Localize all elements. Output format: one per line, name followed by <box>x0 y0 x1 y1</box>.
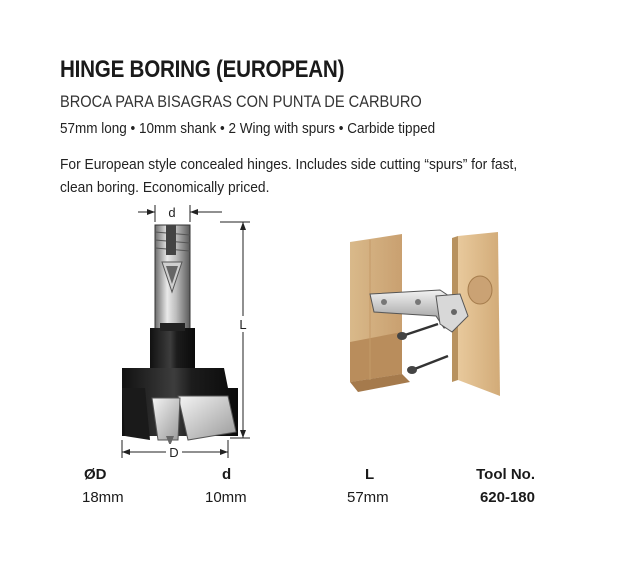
product-title: HINGE BORING (EUROPEAN) <box>60 56 345 83</box>
diameter-dimension <box>122 440 228 460</box>
product-subtitle: BROCA PARA BISAGRAS CON PUNTA DE CARBURO <box>60 92 422 111</box>
header-diameter: ØD <box>84 466 107 483</box>
screw-icon <box>397 324 438 340</box>
screw-icon <box>407 356 448 374</box>
shank-dimension-label: d <box>168 205 176 220</box>
value-tool-no: 620-180 <box>479 489 535 506</box>
product-description: For European style concealed hinges. Includes side cutting “spurs” for fast, clean boring. Economically priced. <box>60 156 518 196</box>
shank-dimension <box>138 205 222 222</box>
header-tool-no: Tool No. <box>476 466 535 483</box>
length-dimension-label: L <box>239 317 247 332</box>
header-length: L <box>365 466 375 483</box>
value-shank: 10mm <box>205 489 247 506</box>
boring-bit-diagram <box>100 200 270 462</box>
diameter-dimension-label: D <box>169 445 179 460</box>
value-length: 57mm <box>347 489 389 506</box>
hinge-photo <box>340 232 510 402</box>
value-diameter: 18mm <box>82 489 124 506</box>
product-specs: 57mm long • 10mm shank • 2 Wing with spurs • Carbide tipped <box>60 120 436 137</box>
header-shank: d <box>222 466 232 483</box>
